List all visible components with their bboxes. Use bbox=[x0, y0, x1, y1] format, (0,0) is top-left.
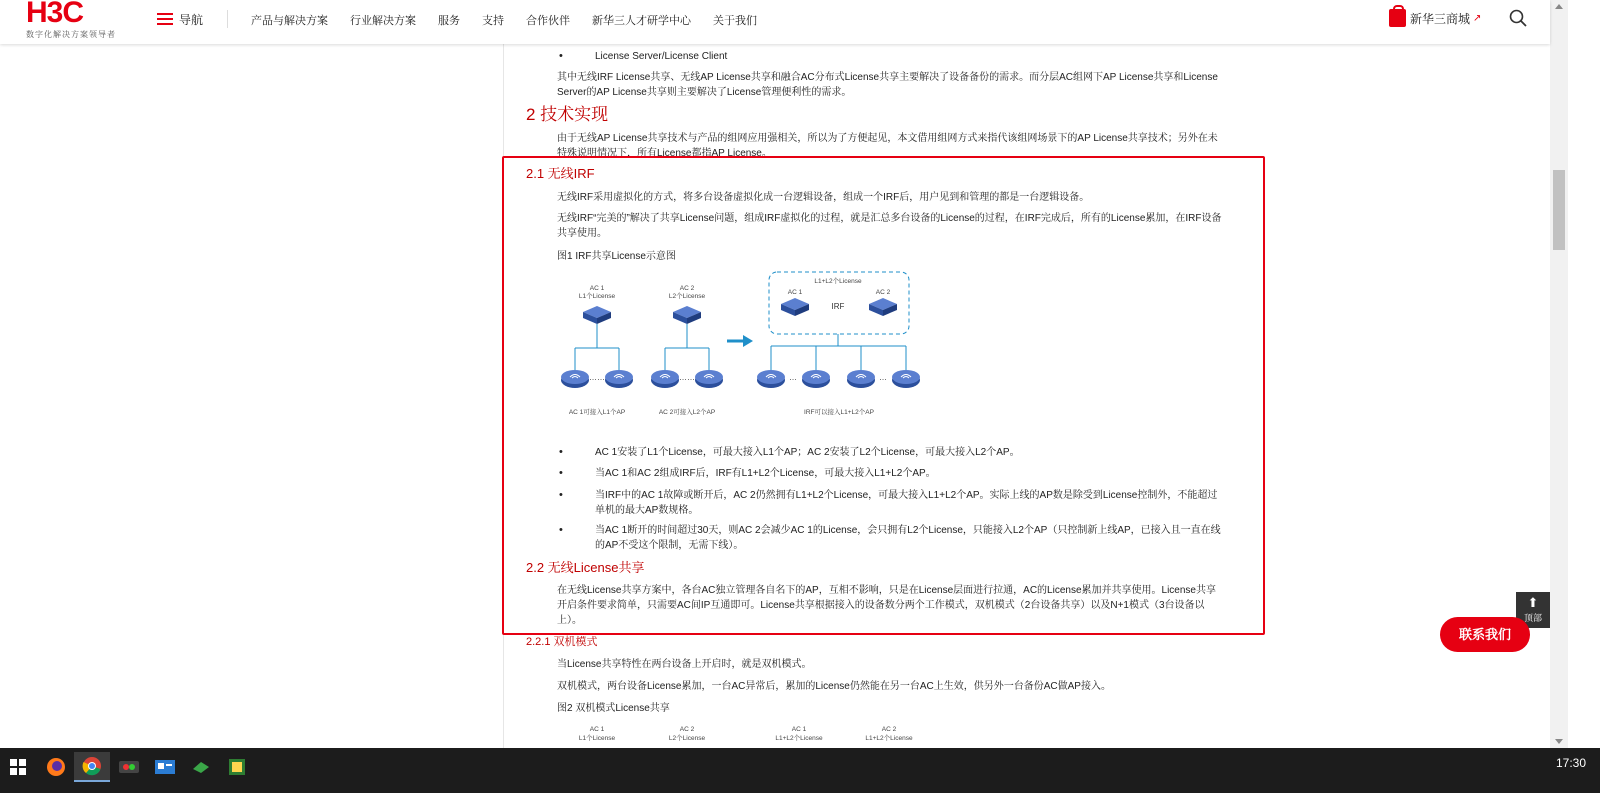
mall-link[interactable] bbox=[1389, 9, 1481, 27]
h3c-logo[interactable]: H3C bbox=[26, 0, 84, 29]
paragraph: 由于无线AP License共享技术与产品的组网应用强相关，所以为了方便起见，本文借用组网方式来指代该组网场景下的AP License共享技术；另外在未特殊说明情况下，所有License都指AP License。 bbox=[557, 133, 1218, 159]
taskbar-firefox[interactable] bbox=[38, 752, 74, 782]
fig2-ac2b-license: L1+L2个License bbox=[865, 735, 913, 742]
page-scrollbar[interactable] bbox=[1550, 0, 1568, 748]
fig1-cap-irf: IRF可以接入L1+L2个AP bbox=[804, 409, 874, 416]
fig1-irf-label: IRF bbox=[831, 302, 845, 311]
site-header bbox=[0, 0, 1550, 44]
hamburger-icon bbox=[157, 13, 173, 25]
list-item: • 当AC 1和AC 2组成IRF后，IRF有L1+L2个License，可最大接入L1+L2个AP。 bbox=[557, 466, 1222, 481]
app-icon bbox=[119, 759, 139, 775]
paragraph: 当License共享特性在两台设备上开启时，就是双机模式。 bbox=[557, 659, 812, 670]
nav-link-support[interactable]: 支持 bbox=[482, 15, 504, 27]
taskbar-app-4[interactable] bbox=[219, 752, 255, 782]
heading-2-2-1: 2.2.1 双机模式 bbox=[526, 636, 598, 648]
fig1-ac2-name: AC 2 bbox=[679, 285, 695, 292]
nav-divider bbox=[227, 10, 228, 28]
nav-link-partners[interactable]: 合作伙伴 bbox=[526, 15, 570, 27]
external-link-icon: ↗ bbox=[1473, 12, 1482, 24]
list-item: • AC 1安装了L1个License，可最大接入L1个AP；AC 2安装了L2个License，可最大接入L2个AP。 bbox=[557, 445, 1222, 460]
scroll-up-icon[interactable] bbox=[1555, 4, 1563, 9]
app-icon bbox=[155, 759, 175, 775]
svg-text:……: …… bbox=[679, 373, 695, 382]
paragraph: 其中无线IRF License共享、无线AP License共享和融合AC分布式License共享主要解决了设备备份的需求。而分层AC组网下AP License共享和License Server的AP License共享则主要解决了License管理便利性的需求。 bbox=[557, 72, 1218, 98]
list-item: • 当AC 1断开的时间超过30天，则AC 2会减少AC 1的License，会只拥有L2个License，只能接入L2个AP（只控制新上线AP，已接入且一直在线的AP不受这个限制，无需下线）。 bbox=[557, 523, 1222, 553]
app-icon bbox=[191, 759, 211, 775]
back-to-top-label: 顶部 bbox=[1523, 613, 1542, 623]
fig1-ac1-license: L1个License bbox=[578, 293, 616, 300]
search-icon[interactable] bbox=[1509, 9, 1527, 27]
fig1-irf-ac2: AC 2 bbox=[875, 289, 891, 296]
nav-link-service[interactable]: 服务 bbox=[438, 15, 460, 27]
nav-link-talent[interactable]: 新华三人才研学中心 bbox=[592, 15, 691, 27]
scroll-down-icon[interactable] bbox=[1555, 739, 1563, 744]
heading-2-2: 2.2 无线License共享 bbox=[526, 560, 645, 575]
chrome-icon bbox=[82, 756, 102, 776]
top-nav bbox=[251, 12, 779, 28]
svg-text:…: … bbox=[789, 373, 797, 382]
taskbar-app-3[interactable] bbox=[183, 752, 219, 782]
heading-2: 2 技术实现 bbox=[526, 105, 609, 124]
svg-text:……: …… bbox=[589, 373, 605, 382]
fig1-irf-ac1: AC 1 bbox=[787, 289, 803, 296]
fig2-ac2b-name: AC 2 bbox=[881, 726, 897, 733]
mall-label: 新华三商城 bbox=[1410, 11, 1471, 26]
firefox-icon bbox=[46, 757, 66, 777]
nav-link-about[interactable]: 关于我们 bbox=[713, 15, 757, 27]
paragraph: 无线IRF“完美的”解决了共享License问题，组成IRF虚拟化的过程，就是汇总多台设备的License的过程，在IRF完成后，所有的License累加，在IRF设备共享使用。 bbox=[557, 213, 1222, 239]
fig2-ac1b-name: AC 1 bbox=[791, 726, 807, 733]
list-item: • License Server/License Client bbox=[557, 49, 1222, 64]
nav-link-products[interactable]: 产品与解决方案 bbox=[251, 15, 328, 27]
logo-subtitle: 数字化解决方案领导者 bbox=[26, 30, 116, 39]
windows-taskbar bbox=[0, 748, 1600, 793]
fig2-ac1-name: AC 1 bbox=[589, 726, 605, 733]
windows-icon bbox=[10, 759, 26, 775]
svg-text:…: … bbox=[879, 373, 887, 382]
taskbar-app-1[interactable] bbox=[111, 752, 147, 782]
paragraph: 在无线License共享方案中，各台AC独立管理各自名下的AP，互相不影响，只是在License层面进行拉通，AC的License累加并共享使用。License共享开启条件要求简单，只需要AC间IP互通即可。License共享根据接入的设备数分两个工作模式，双机模式（2台设备共享）以及N+1模式（3台设备以上）。 bbox=[557, 585, 1216, 626]
fig1-ac1-name: AC 1 bbox=[589, 285, 605, 292]
taskbar-chrome[interactable] bbox=[74, 752, 110, 782]
contact-us-button[interactable]: 联系我们 bbox=[1440, 617, 1530, 652]
shopping-bag-icon bbox=[1389, 9, 1406, 27]
arrow-up-icon: ⬆ bbox=[1527, 595, 1539, 610]
list-item: • 当IRF中的AC 1故障或断开后，AC 2仍然拥有L1+L2个License，可最大接入L1+L2个AP。实际上线的AP数是除受到License控制外，不能超过单机的最大AP数规格。 bbox=[557, 488, 1222, 518]
fig1-irf-license: L1+L2个License bbox=[814, 278, 862, 285]
nav-menu-label: 导航 bbox=[179, 12, 204, 27]
taskbar-app-2[interactable] bbox=[147, 752, 183, 782]
fig2-ac2-name: AC 2 bbox=[679, 726, 695, 733]
paragraph: 无线IRF采用虚拟化的方式，将多台设备虚拟化成一台逻辑设备，组成一个IRF后，用户见到和管理的都是一台逻辑设备。 bbox=[557, 192, 1090, 203]
fig1-ac2-license: L2个License bbox=[668, 293, 706, 300]
article-content bbox=[503, 44, 1240, 748]
app-icon bbox=[227, 758, 247, 776]
nav-menu-button[interactable] bbox=[157, 9, 203, 29]
taskbar-clock[interactable]: 17:30 bbox=[1555, 756, 1586, 770]
fig2-ac1-license: L1个License bbox=[578, 735, 616, 742]
figure-caption: 图1 IRF共享License示意图 bbox=[557, 251, 676, 262]
irf-license-diagram bbox=[557, 270, 937, 420]
fig2-ac2-license: L2个License bbox=[668, 735, 706, 742]
fig1-cap-ac2: AC 2可接入L2个AP bbox=[658, 409, 716, 416]
start-button[interactable] bbox=[0, 752, 36, 782]
heading-2-1: 2.1 无线IRF bbox=[526, 166, 595, 181]
paragraph: 双机模式，两台设备License累加，一台AC异常后，累加的License仍然能在另一台AC上生效，供另外一台备份AC做AP接入。 bbox=[557, 681, 1111, 692]
fig2-ac1b-license: L1+L2个License bbox=[775, 735, 823, 742]
fig1-cap-ac1: AC 1可接入L1个AP bbox=[568, 409, 626, 416]
nav-link-industry[interactable]: 行业解决方案 bbox=[350, 15, 416, 27]
scroll-thumb[interactable] bbox=[1553, 170, 1565, 250]
dual-mode-diagram bbox=[557, 722, 937, 748]
figure-caption: 图2 双机模式License共享 bbox=[557, 703, 670, 714]
